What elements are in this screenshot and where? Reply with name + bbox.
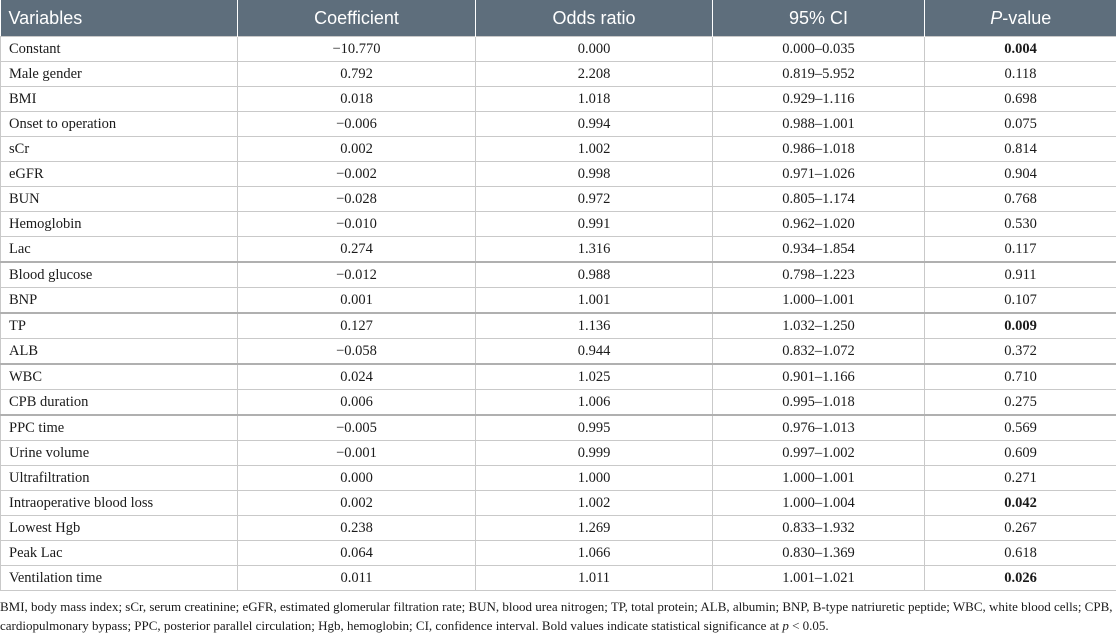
cell-ci: 0.971–1.026 bbox=[713, 162, 925, 187]
table-row bbox=[1, 491, 1116, 516]
cell-p-value: 0.814 bbox=[925, 137, 1116, 162]
cell-coefficient: 0.792 bbox=[238, 62, 476, 87]
table-row bbox=[1, 313, 1116, 339]
header-p-value bbox=[925, 0, 1116, 37]
cell-variable: Onset to operation bbox=[1, 112, 238, 137]
cell-variable: Lac bbox=[1, 237, 238, 263]
cell-ci: 0.832–1.072 bbox=[713, 339, 925, 365]
cell-coefficient: 0.002 bbox=[238, 491, 476, 516]
cell-variable: sCr bbox=[1, 137, 238, 162]
cell-p-value: 0.904 bbox=[925, 162, 1116, 187]
cell-coefficient: 0.024 bbox=[238, 364, 476, 390]
table-row bbox=[1, 364, 1116, 390]
cell-coefficient: 0.002 bbox=[238, 137, 476, 162]
cell-variable: CPB duration bbox=[1, 390, 238, 416]
cell-p-value: 0.569 bbox=[925, 415, 1116, 441]
cell-variable: Urine volume bbox=[1, 441, 238, 466]
cell-coefficient: −10.770 bbox=[238, 37, 476, 62]
cell-ci: 1.032–1.250 bbox=[713, 313, 925, 339]
cell-p-value: 0.530 bbox=[925, 212, 1116, 237]
footnote-p-symbol: p bbox=[782, 618, 789, 633]
cell-variable: ALB bbox=[1, 339, 238, 365]
header-row bbox=[1, 0, 1116, 37]
cell-ci: 0.986–1.018 bbox=[713, 137, 925, 162]
table-row bbox=[1, 339, 1116, 365]
cell-ci: 1.000–1.001 bbox=[713, 466, 925, 491]
header-variables: Variables bbox=[1, 0, 238, 37]
cell-ci: 1.001–1.021 bbox=[713, 566, 925, 591]
cell-variable: BMI bbox=[1, 87, 238, 112]
cell-coefficient: 0.001 bbox=[238, 288, 476, 314]
cell-p-value: 0.618 bbox=[925, 541, 1116, 566]
cell-coefficient: 0.000 bbox=[238, 466, 476, 491]
cell-ci: 0.000–0.035 bbox=[713, 37, 925, 62]
cell-ci: 0.995–1.018 bbox=[713, 390, 925, 416]
table-row bbox=[1, 288, 1116, 314]
cell-ci: 0.976–1.013 bbox=[713, 415, 925, 441]
cell-odds-ratio: 1.002 bbox=[476, 491, 713, 516]
cell-p-value: 0.768 bbox=[925, 187, 1116, 212]
cell-ci: 0.819–5.952 bbox=[713, 62, 925, 87]
cell-p-value: 0.042 bbox=[925, 491, 1116, 516]
cell-p-value: 0.107 bbox=[925, 288, 1116, 314]
cell-variable: BNP bbox=[1, 288, 238, 314]
cell-coefficient: −0.005 bbox=[238, 415, 476, 441]
cell-ci: 0.805–1.174 bbox=[713, 187, 925, 212]
cell-variable: Constant bbox=[1, 37, 238, 62]
table-row bbox=[1, 390, 1116, 416]
cell-p-value: 0.911 bbox=[925, 262, 1116, 288]
cell-odds-ratio: 1.136 bbox=[476, 313, 713, 339]
cell-coefficient: 0.127 bbox=[238, 313, 476, 339]
cell-ci: 0.798–1.223 bbox=[713, 262, 925, 288]
cell-p-value: 0.009 bbox=[925, 313, 1116, 339]
cell-odds-ratio: 1.066 bbox=[476, 541, 713, 566]
cell-ci: 0.929–1.116 bbox=[713, 87, 925, 112]
cell-ci: 0.833–1.932 bbox=[713, 516, 925, 541]
cell-ci: 0.988–1.001 bbox=[713, 112, 925, 137]
cell-odds-ratio: 0.000 bbox=[476, 37, 713, 62]
cell-variable: Male gender bbox=[1, 62, 238, 87]
header-p-suffix: -value bbox=[1002, 7, 1052, 28]
cell-variable: Intraoperative blood loss bbox=[1, 491, 238, 516]
cell-p-value: 0.372 bbox=[925, 339, 1116, 365]
footnote-threshold: < 0.05. bbox=[788, 618, 829, 633]
cell-coefficient: −0.058 bbox=[238, 339, 476, 365]
cell-odds-ratio: 1.001 bbox=[476, 288, 713, 314]
cell-ci: 0.934–1.854 bbox=[713, 237, 925, 263]
cell-ci: 0.997–1.002 bbox=[713, 441, 925, 466]
cell-odds-ratio: 0.991 bbox=[476, 212, 713, 237]
cell-p-value: 0.118 bbox=[925, 62, 1116, 87]
cell-coefficient: 0.238 bbox=[238, 516, 476, 541]
cell-p-value: 0.075 bbox=[925, 112, 1116, 137]
cell-coefficient: 0.011 bbox=[238, 566, 476, 591]
cell-odds-ratio: 0.995 bbox=[476, 415, 713, 441]
table-row bbox=[1, 187, 1116, 212]
table-row bbox=[1, 516, 1116, 541]
cell-odds-ratio: 2.208 bbox=[476, 62, 713, 87]
cell-p-value: 0.267 bbox=[925, 516, 1116, 541]
cell-p-value: 0.275 bbox=[925, 390, 1116, 416]
table-row bbox=[1, 415, 1116, 441]
table-header bbox=[1, 0, 1116, 37]
table-row bbox=[1, 237, 1116, 263]
table-footnote bbox=[0, 597, 1116, 635]
cell-odds-ratio: 1.018 bbox=[476, 87, 713, 112]
cell-variable: PPC time bbox=[1, 415, 238, 441]
cell-variable: Peak Lac bbox=[1, 541, 238, 566]
table-row bbox=[1, 566, 1116, 591]
cell-odds-ratio: 1.025 bbox=[476, 364, 713, 390]
table-row bbox=[1, 262, 1116, 288]
cell-odds-ratio: 0.944 bbox=[476, 339, 713, 365]
cell-ci: 0.901–1.166 bbox=[713, 364, 925, 390]
cell-odds-ratio: 1.269 bbox=[476, 516, 713, 541]
cell-odds-ratio: 1.011 bbox=[476, 566, 713, 591]
cell-p-value: 0.026 bbox=[925, 566, 1116, 591]
table-row bbox=[1, 466, 1116, 491]
cell-p-value: 0.710 bbox=[925, 364, 1116, 390]
header-p-symbol: P bbox=[990, 7, 1003, 28]
header-coefficient: Coefficient bbox=[238, 0, 476, 37]
cell-odds-ratio: 1.006 bbox=[476, 390, 713, 416]
cell-odds-ratio: 0.999 bbox=[476, 441, 713, 466]
cell-variable: Ventilation time bbox=[1, 566, 238, 591]
footnote-text: BMI, body mass index; sCr, serum creatinine; eGFR, estimated glomerular filtration rate; BUN, blood urea nitrogen; TP, total protein; ALB, albumin; BNP, B-type natriuretic peptide; WBC, white blood cells; CPB, cardiopulmonary bypass; PPC, posterior parallel circulation; Hgb, hemoglobin; CI, confidence interval. Bold values indicate statistical significance at bbox=[0, 599, 1113, 633]
cell-coefficient: −0.010 bbox=[238, 212, 476, 237]
cell-ci: 0.830–1.369 bbox=[713, 541, 925, 566]
table-row bbox=[1, 37, 1116, 62]
cell-odds-ratio: 0.998 bbox=[476, 162, 713, 187]
cell-coefficient: −0.001 bbox=[238, 441, 476, 466]
cell-coefficient: −0.028 bbox=[238, 187, 476, 212]
cell-odds-ratio: 1.002 bbox=[476, 137, 713, 162]
cell-p-value: 0.609 bbox=[925, 441, 1116, 466]
cell-coefficient: −0.002 bbox=[238, 162, 476, 187]
cell-odds-ratio: 0.972 bbox=[476, 187, 713, 212]
table-row bbox=[1, 212, 1116, 237]
table-row bbox=[1, 541, 1116, 566]
cell-odds-ratio: 0.994 bbox=[476, 112, 713, 137]
header-ci: 95% CI bbox=[713, 0, 925, 37]
cell-odds-ratio: 1.000 bbox=[476, 466, 713, 491]
cell-variable: Lowest Hgb bbox=[1, 516, 238, 541]
cell-ci: 0.962–1.020 bbox=[713, 212, 925, 237]
table-body bbox=[1, 37, 1116, 591]
cell-variable: Ultrafiltration bbox=[1, 466, 238, 491]
cell-p-value: 0.004 bbox=[925, 37, 1116, 62]
table-row bbox=[1, 112, 1116, 137]
cell-variable: eGFR bbox=[1, 162, 238, 187]
cell-coefficient: 0.006 bbox=[238, 390, 476, 416]
cell-coefficient: 0.064 bbox=[238, 541, 476, 566]
cell-variable: Blood glucose bbox=[1, 262, 238, 288]
cell-odds-ratio: 1.316 bbox=[476, 237, 713, 263]
cell-ci: 1.000–1.004 bbox=[713, 491, 925, 516]
cell-coefficient: 0.274 bbox=[238, 237, 476, 263]
table-row bbox=[1, 441, 1116, 466]
cell-variable: TP bbox=[1, 313, 238, 339]
cell-ci: 1.000–1.001 bbox=[713, 288, 925, 314]
cell-variable: BUN bbox=[1, 187, 238, 212]
table-row bbox=[1, 62, 1116, 87]
cell-variable: WBC bbox=[1, 364, 238, 390]
table-row bbox=[1, 162, 1116, 187]
cell-p-value: 0.271 bbox=[925, 466, 1116, 491]
cell-p-value: 0.117 bbox=[925, 237, 1116, 263]
cell-p-value: 0.698 bbox=[925, 87, 1116, 112]
table-row bbox=[1, 87, 1116, 112]
table-row bbox=[1, 137, 1116, 162]
cell-coefficient: −0.006 bbox=[238, 112, 476, 137]
cell-odds-ratio: 0.988 bbox=[476, 262, 713, 288]
header-odds-ratio: Odds ratio bbox=[476, 0, 713, 37]
cell-coefficient: 0.018 bbox=[238, 87, 476, 112]
cell-variable: Hemoglobin bbox=[1, 212, 238, 237]
cell-coefficient: −0.012 bbox=[238, 262, 476, 288]
